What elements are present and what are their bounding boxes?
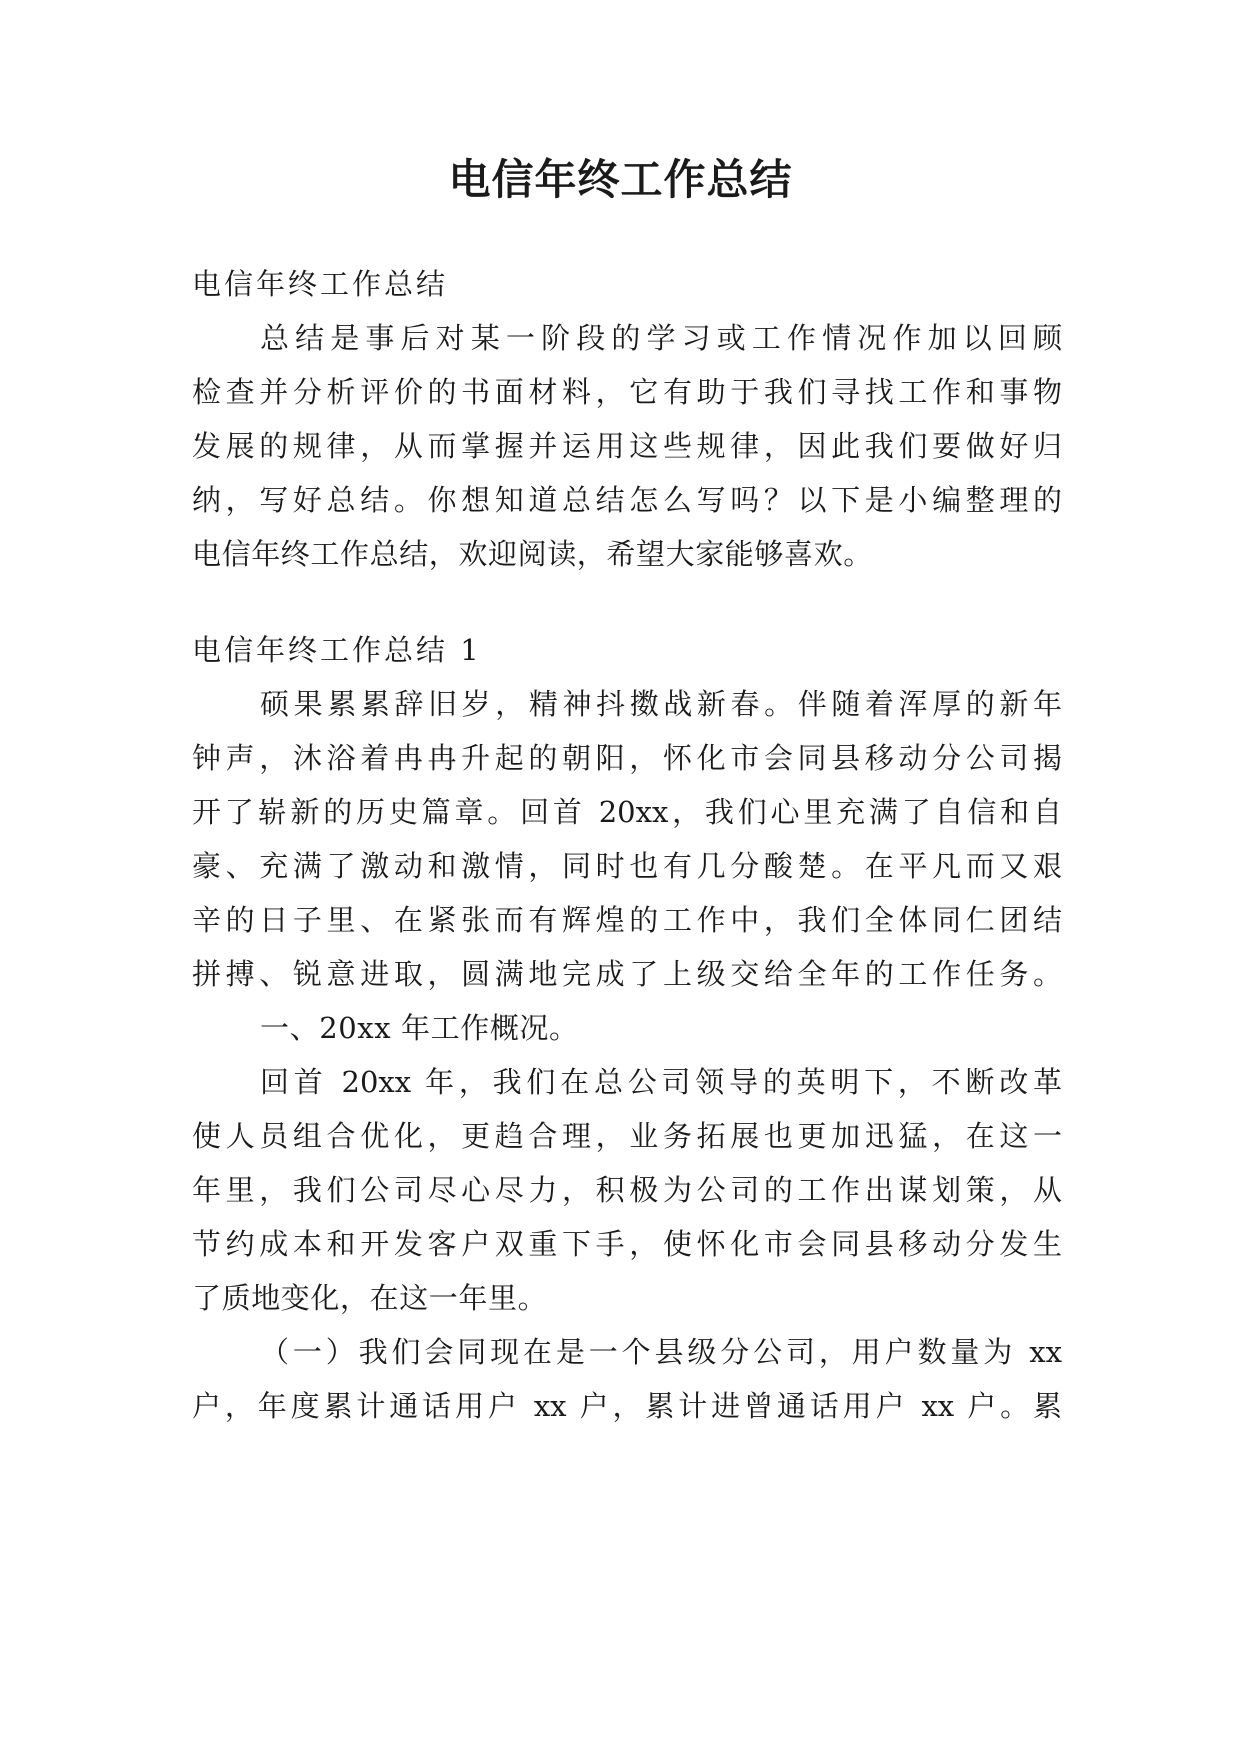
section-heading: 电信年终工作总结 1 xyxy=(192,633,482,667)
paragraph-line: 纳，写好总结。你想知道总结怎么写吗？以下是小编整理的 xyxy=(192,483,1062,517)
paragraph-line: （一）我们会同现在是一个县级分公司，用户数量为 xx xyxy=(260,1335,1062,1369)
paragraph-line: 户，年度累计通话用户 xx 户，累计进曾通话用户 xx 户。累 xyxy=(192,1389,1062,1423)
paragraph-line: 了质地变化，在这一年里。 xyxy=(192,1281,548,1315)
section-heading: 电信年终工作总结 xyxy=(192,267,449,301)
paragraph-line: 检查并分析评价的书面材料，它有助于我们寻找工作和事物 xyxy=(192,375,1062,409)
paragraph-line: 钟声，沐浴着冉冉升起的朝阳，怀化市会同县移动分公司揭 xyxy=(192,741,1062,775)
paragraph-line: 发展的规律，从而掌握并运用这些规律，因此我们要做好归 xyxy=(192,429,1062,463)
paragraph-line: 辛的日子里、在紧张而有辉煌的工作中，我们全体同仁团结 xyxy=(192,903,1062,937)
paragraph-line: 硕果累累辞旧岁，精神抖擞战新春。伴随着浑厚的新年 xyxy=(260,687,1062,721)
paragraph-line: 拼搏、锐意进取，圆满地完成了上级交给全年的工作任务。 xyxy=(192,957,1062,991)
paragraph-line: 节约成本和开发客户双重下手，使怀化市会同县移动分发生 xyxy=(192,1227,1062,1261)
subsection-heading: 一、20xx 年工作概况。 xyxy=(260,1011,579,1045)
paragraph-line: 总结是事后对某一阶段的学习或工作情况作加以回顾 xyxy=(260,321,1062,355)
paragraph-line: 使人员组合优化，更趋合理，业务拓展也更加迅猛，在这一 xyxy=(192,1119,1062,1153)
document-title: 电信年终工作总结 xyxy=(448,155,793,204)
paragraph-line: 回首 20xx 年，我们在总公司领导的英明下，不断改革 xyxy=(260,1065,1062,1099)
paragraph-line: 电信年终工作总结，欢迎阅读，希望大家能够喜欢。 xyxy=(192,537,873,571)
paragraph-line: 豪、充满了激动和激情，同时也有几分酸楚。在平凡而又艰 xyxy=(192,849,1062,883)
paragraph-line: 年里，我们公司尽心尽力，积极为公司的工作出谋划策，从 xyxy=(192,1173,1062,1207)
paragraph-line: 开了崭新的历史篇章。回首 20xx，我们心里充满了自信和自 xyxy=(192,795,1062,829)
